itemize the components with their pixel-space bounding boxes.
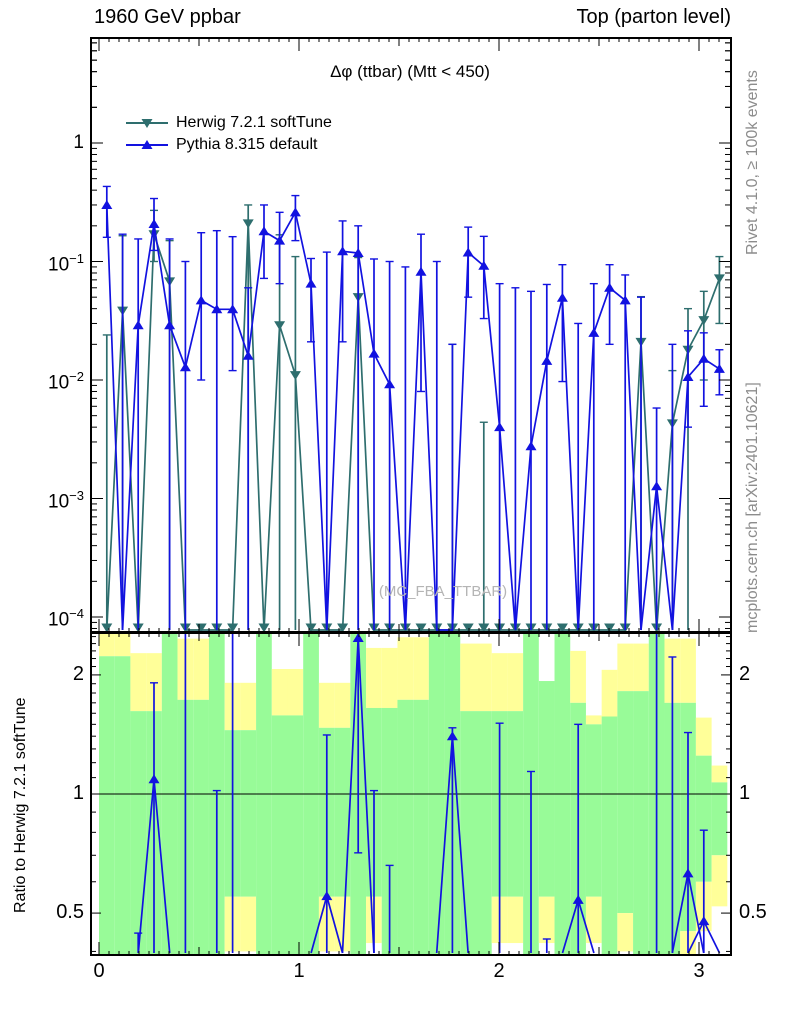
- ratio-y-tick-label-left: 1: [72, 782, 84, 804]
- main-y-tick-label: $10^{-2}$: [48, 369, 84, 394]
- series-pythia: [101, 186, 725, 630]
- main-y-tick-label: 1: [73, 132, 84, 153]
- analysis-label: Top (parton level): [576, 6, 731, 28]
- ratio-y-tick-label-left: 0.5: [56, 901, 84, 923]
- ratio-y-tick-label-right: 0.5: [739, 901, 767, 923]
- x-tick-label: 3: [693, 960, 705, 982]
- main-y-tick-label: $10^{-4}$: [48, 606, 84, 631]
- ratio-axis-title: Ratio to Herwig 7.2.1 softTune: [12, 697, 29, 913]
- legend-entry-pythia: Pythia 8.315 default: [176, 136, 318, 153]
- ratio-y-tick-label-right: 2: [739, 663, 751, 685]
- legend: [126, 119, 168, 149]
- x-tick-label: 1: [293, 960, 305, 982]
- beam-label: 1960 GeV ppbar: [94, 6, 241, 28]
- ratio-y-tick-label-left: 2: [72, 663, 84, 685]
- rivet-version-note: Rivet 4.1.0, ≥ 100k events: [744, 70, 761, 255]
- main-y-tick-label: $10^{-1}$: [48, 251, 84, 276]
- plot-title: Δφ (ttbar) (Mtt < 450): [330, 62, 490, 81]
- watermark-label: (MC_FBA_TTBAR): [378, 583, 508, 600]
- mcplots-arxiv-note: mcplots.cern.ch [arXiv:2401.10621]: [744, 382, 761, 633]
- legend-entry-herwig: Herwig 7.2.1 softTune: [176, 114, 332, 131]
- main-y-tick-label: $10^{-3}$: [48, 488, 84, 513]
- x-tick-label: 0: [93, 960, 105, 982]
- x-tick-label: 2: [493, 960, 505, 982]
- ratio-y-tick-label-right: 1: [739, 782, 751, 804]
